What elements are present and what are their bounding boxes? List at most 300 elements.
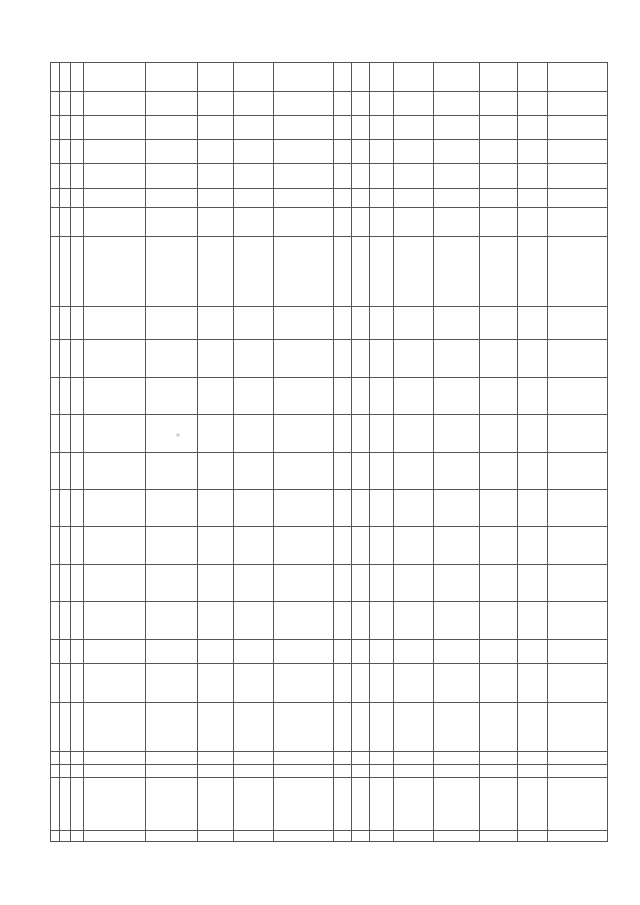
table-cell <box>83 452 145 489</box>
table-cell <box>351 140 369 164</box>
table-cell <box>547 377 607 414</box>
table-cell <box>197 639 233 663</box>
table-cell <box>433 91 479 115</box>
table-cell <box>393 751 433 764</box>
table-cell <box>479 602 517 639</box>
table-cell <box>333 527 351 564</box>
table-cell <box>83 602 145 639</box>
table-cell <box>83 208 145 237</box>
table-cell <box>333 340 351 377</box>
table-cell <box>197 831 233 842</box>
table-cell <box>479 639 517 663</box>
header-cell <box>60 188 71 208</box>
table-cell <box>393 164 433 188</box>
table-cell <box>233 415 273 452</box>
header-cell <box>60 703 71 751</box>
table-cell <box>233 208 273 237</box>
table-cell <box>197 208 233 237</box>
table-cell <box>197 91 233 115</box>
table-cell <box>233 602 273 639</box>
table-cell <box>433 63 479 92</box>
table-cell <box>83 164 145 188</box>
table-cell <box>83 188 145 208</box>
header-cell <box>71 415 83 452</box>
table-cell <box>351 208 369 237</box>
table-cell <box>197 527 233 564</box>
table-cell <box>547 340 607 377</box>
header-cell <box>51 751 60 764</box>
table-cell <box>517 115 547 139</box>
table-cell <box>145 831 197 842</box>
table-cell <box>369 489 393 526</box>
table-cell <box>479 452 517 489</box>
table-cell <box>517 663 547 703</box>
table-cell <box>273 188 333 208</box>
table-row <box>145 63 197 842</box>
table-cell <box>83 703 145 751</box>
header-cell <box>60 91 71 115</box>
table-cell <box>273 602 333 639</box>
header-cell <box>51 377 60 414</box>
table-cell <box>273 527 333 564</box>
table-cell <box>333 91 351 115</box>
table-cell <box>273 452 333 489</box>
table-cell <box>517 340 547 377</box>
header-cell <box>60 602 71 639</box>
table-cell <box>83 91 145 115</box>
table-cell <box>517 236 547 306</box>
table-cell <box>273 639 333 663</box>
table-cell <box>145 703 197 751</box>
header-cell <box>71 831 83 842</box>
table-cell <box>351 703 369 751</box>
table-cell <box>369 602 393 639</box>
table-cell <box>233 703 273 751</box>
table-cell <box>547 415 607 452</box>
table-cell <box>333 778 351 831</box>
table-cell <box>517 91 547 115</box>
table-row <box>393 63 433 842</box>
table-cell <box>145 208 197 237</box>
table-cell <box>83 564 145 601</box>
table-cell <box>197 63 233 92</box>
table-cell <box>145 564 197 601</box>
table-cell <box>369 208 393 237</box>
table-cell <box>393 639 433 663</box>
table-cell <box>433 307 479 340</box>
table-cell <box>83 778 145 831</box>
table-cell <box>273 340 333 377</box>
table-cell <box>393 208 433 237</box>
table-cell <box>273 115 333 139</box>
table-cell <box>393 377 433 414</box>
table-cell <box>145 489 197 526</box>
table-cell <box>233 452 273 489</box>
table-cell <box>433 527 479 564</box>
table-cell <box>479 415 517 452</box>
header-cell <box>60 564 71 601</box>
table-cell <box>333 208 351 237</box>
table-cell <box>333 751 351 764</box>
table-cell <box>517 415 547 452</box>
table-cell <box>547 91 607 115</box>
table-row <box>479 63 517 842</box>
header-cell <box>60 489 71 526</box>
header-cell <box>51 307 60 340</box>
table-cell <box>369 91 393 115</box>
header-cell <box>51 140 60 164</box>
table-cell <box>233 236 273 306</box>
header-cell <box>51 340 60 377</box>
table-cell <box>197 778 233 831</box>
header-cell <box>60 527 71 564</box>
table-cell <box>145 527 197 564</box>
table-row <box>517 63 547 842</box>
table-cell <box>393 778 433 831</box>
table-cell <box>273 140 333 164</box>
header-cell <box>51 703 60 751</box>
table-cell <box>83 663 145 703</box>
header-cell <box>51 831 60 842</box>
table-cell <box>479 703 517 751</box>
table-cell <box>369 140 393 164</box>
table-cell <box>393 236 433 306</box>
table-cell <box>479 527 517 564</box>
table-cell <box>351 527 369 564</box>
table-cell <box>351 340 369 377</box>
table-cell <box>233 751 273 764</box>
table-cell <box>197 764 233 777</box>
table-cell <box>145 188 197 208</box>
table-cell <box>333 140 351 164</box>
table-cell <box>333 115 351 139</box>
table-cell <box>369 663 393 703</box>
table-cell <box>547 63 607 92</box>
table-cell <box>83 140 145 164</box>
table-cell <box>145 751 197 764</box>
table-cell <box>333 415 351 452</box>
table-cell <box>547 115 607 139</box>
table-cell <box>393 489 433 526</box>
table-cell <box>273 564 333 601</box>
table-cell <box>479 164 517 188</box>
header-cell <box>60 639 71 663</box>
table-cell <box>517 489 547 526</box>
table-cell <box>333 188 351 208</box>
table-cell <box>369 778 393 831</box>
table-cell <box>233 307 273 340</box>
table-cell <box>273 63 333 92</box>
table-cell <box>479 340 517 377</box>
table-cell <box>517 377 547 414</box>
table-cell <box>547 208 607 237</box>
table-cell <box>369 63 393 92</box>
header-cell <box>51 602 60 639</box>
header-cell <box>51 564 60 601</box>
table-cell <box>369 703 393 751</box>
table-cell <box>197 340 233 377</box>
table-row <box>83 63 145 842</box>
table-cell <box>351 188 369 208</box>
table-cell <box>433 164 479 188</box>
table-cell <box>517 452 547 489</box>
header-cell <box>71 639 83 663</box>
table-cell <box>479 63 517 92</box>
header-cell <box>60 208 71 237</box>
table-cell <box>547 564 607 601</box>
header-cell <box>60 452 71 489</box>
header-cell <box>71 602 83 639</box>
table-cell <box>233 340 273 377</box>
table-cell <box>233 831 273 842</box>
table-cell <box>517 527 547 564</box>
table-cell <box>369 415 393 452</box>
table-cell <box>479 208 517 237</box>
header-cell <box>71 452 83 489</box>
table-cell <box>547 764 607 777</box>
header-cell <box>71 63 83 92</box>
table-cell <box>333 564 351 601</box>
table-cell <box>273 764 333 777</box>
header-cell <box>51 663 60 703</box>
table-cell <box>83 340 145 377</box>
table-cell <box>197 751 233 764</box>
table-cell <box>547 703 607 751</box>
table-cell <box>479 188 517 208</box>
table-cell <box>393 764 433 777</box>
table-cell <box>273 489 333 526</box>
table-cell <box>369 236 393 306</box>
header-cell <box>60 140 71 164</box>
table-cell <box>547 307 607 340</box>
header-cell <box>51 639 60 663</box>
table-row <box>433 63 479 842</box>
table-cell <box>351 415 369 452</box>
table-cell <box>479 831 517 842</box>
table-cell <box>197 164 233 188</box>
header-cell <box>60 415 71 452</box>
table-cell <box>351 831 369 842</box>
table-cell <box>547 452 607 489</box>
table-cell <box>393 140 433 164</box>
table-cell <box>145 307 197 340</box>
table-cell <box>517 778 547 831</box>
table-cell <box>233 91 273 115</box>
header-cell <box>60 115 71 139</box>
table-cell <box>433 764 479 777</box>
table-cell <box>197 602 233 639</box>
table-cell <box>393 63 433 92</box>
table-cell <box>393 340 433 377</box>
table-cell <box>145 452 197 489</box>
table-cell <box>233 564 273 601</box>
table-cell <box>433 602 479 639</box>
table-cell <box>547 831 607 842</box>
header-row <box>71 63 83 842</box>
table-cell <box>351 164 369 188</box>
header-cell <box>51 778 60 831</box>
table-cell <box>393 115 433 139</box>
table-cell <box>233 63 273 92</box>
table-cell <box>83 236 145 306</box>
table-cell <box>517 703 547 751</box>
table-cell <box>517 751 547 764</box>
header-cell <box>60 307 71 340</box>
table-cell <box>351 307 369 340</box>
table-cell <box>351 564 369 601</box>
table-cell <box>393 91 433 115</box>
table-cell <box>393 188 433 208</box>
table-cell <box>479 91 517 115</box>
table-cell <box>351 778 369 831</box>
table-cell <box>433 452 479 489</box>
table-cell <box>517 639 547 663</box>
header-cell <box>71 115 83 139</box>
table-cell <box>433 489 479 526</box>
table-cell <box>83 415 145 452</box>
table-cell <box>369 377 393 414</box>
table-cell <box>273 91 333 115</box>
table-cell <box>233 663 273 703</box>
table-cell <box>273 703 333 751</box>
table-cell <box>145 602 197 639</box>
header-cell <box>51 91 60 115</box>
table-cell <box>83 751 145 764</box>
header-cell <box>51 489 60 526</box>
table-cell <box>393 307 433 340</box>
header-cell <box>71 527 83 564</box>
table-cell <box>273 377 333 414</box>
table-cell <box>517 208 547 237</box>
table-cell <box>517 831 547 842</box>
table-cell <box>273 307 333 340</box>
table-cell <box>333 831 351 842</box>
table-cell <box>83 527 145 564</box>
table-cell <box>547 639 607 663</box>
table-cell <box>517 164 547 188</box>
table-cell <box>197 703 233 751</box>
stray-mark: « <box>176 432 180 439</box>
table-cell <box>145 377 197 414</box>
table-cell <box>145 115 197 139</box>
header-cell <box>71 164 83 188</box>
table-cell <box>369 639 393 663</box>
table-cell <box>233 764 273 777</box>
table-row <box>233 63 273 842</box>
table-cell <box>83 307 145 340</box>
table-cell <box>333 63 351 92</box>
table-cell <box>479 764 517 777</box>
table-cell <box>233 527 273 564</box>
table-cell <box>393 663 433 703</box>
table-row <box>351 63 369 842</box>
table-cell <box>369 751 393 764</box>
table-cell <box>233 489 273 526</box>
table-cell <box>433 778 479 831</box>
header-cell <box>51 527 60 564</box>
table-cell <box>369 340 393 377</box>
table-cell <box>433 377 479 414</box>
table-cell <box>145 91 197 115</box>
table-cell <box>547 602 607 639</box>
header-cell <box>71 208 83 237</box>
table-cell <box>547 140 607 164</box>
header-cell <box>60 340 71 377</box>
table-cell <box>433 188 479 208</box>
table-cell <box>273 236 333 306</box>
header-cell <box>60 778 71 831</box>
table-row <box>547 63 607 842</box>
header-cell <box>60 63 71 92</box>
header-row <box>51 63 60 842</box>
header-cell <box>51 63 60 92</box>
table-cell <box>273 415 333 452</box>
header-cell <box>60 663 71 703</box>
table-cell <box>393 564 433 601</box>
table-cell <box>197 663 233 703</box>
header-cell <box>51 164 60 188</box>
header-cell <box>51 236 60 306</box>
table-cell <box>547 751 607 764</box>
table-cell <box>547 527 607 564</box>
table-cell <box>351 115 369 139</box>
table-cell <box>479 307 517 340</box>
table-cell <box>333 764 351 777</box>
table-cell <box>433 208 479 237</box>
header-cell <box>51 764 60 777</box>
table-cell <box>351 663 369 703</box>
header-cell <box>71 188 83 208</box>
header-cell <box>51 115 60 139</box>
table-cell <box>333 639 351 663</box>
table-cell <box>197 115 233 139</box>
table-cell <box>233 778 273 831</box>
table-cell <box>433 831 479 842</box>
table-cell <box>333 377 351 414</box>
header-cell <box>60 764 71 777</box>
table-cell <box>369 307 393 340</box>
header-cell <box>71 91 83 115</box>
table-cell <box>197 377 233 414</box>
table-cell <box>351 452 369 489</box>
table-cell <box>145 639 197 663</box>
header-cell <box>51 452 60 489</box>
table-cell <box>369 452 393 489</box>
header-row <box>60 63 71 842</box>
header-cell <box>51 208 60 237</box>
table-cell <box>233 377 273 414</box>
table-cell <box>547 164 607 188</box>
table-cell <box>433 751 479 764</box>
table-cell <box>333 663 351 703</box>
table-cell <box>393 831 433 842</box>
table-cell <box>351 489 369 526</box>
header-cell <box>71 236 83 306</box>
table-cell <box>433 639 479 663</box>
table-cell <box>83 377 145 414</box>
table-cell <box>433 703 479 751</box>
table-cell <box>233 639 273 663</box>
table-cell <box>333 602 351 639</box>
table-cell <box>351 602 369 639</box>
table-cell <box>517 564 547 601</box>
table-cell <box>83 489 145 526</box>
table-cell <box>547 188 607 208</box>
table-cell <box>351 639 369 663</box>
table-cell <box>479 751 517 764</box>
table-cell <box>145 778 197 831</box>
table-cell <box>351 751 369 764</box>
